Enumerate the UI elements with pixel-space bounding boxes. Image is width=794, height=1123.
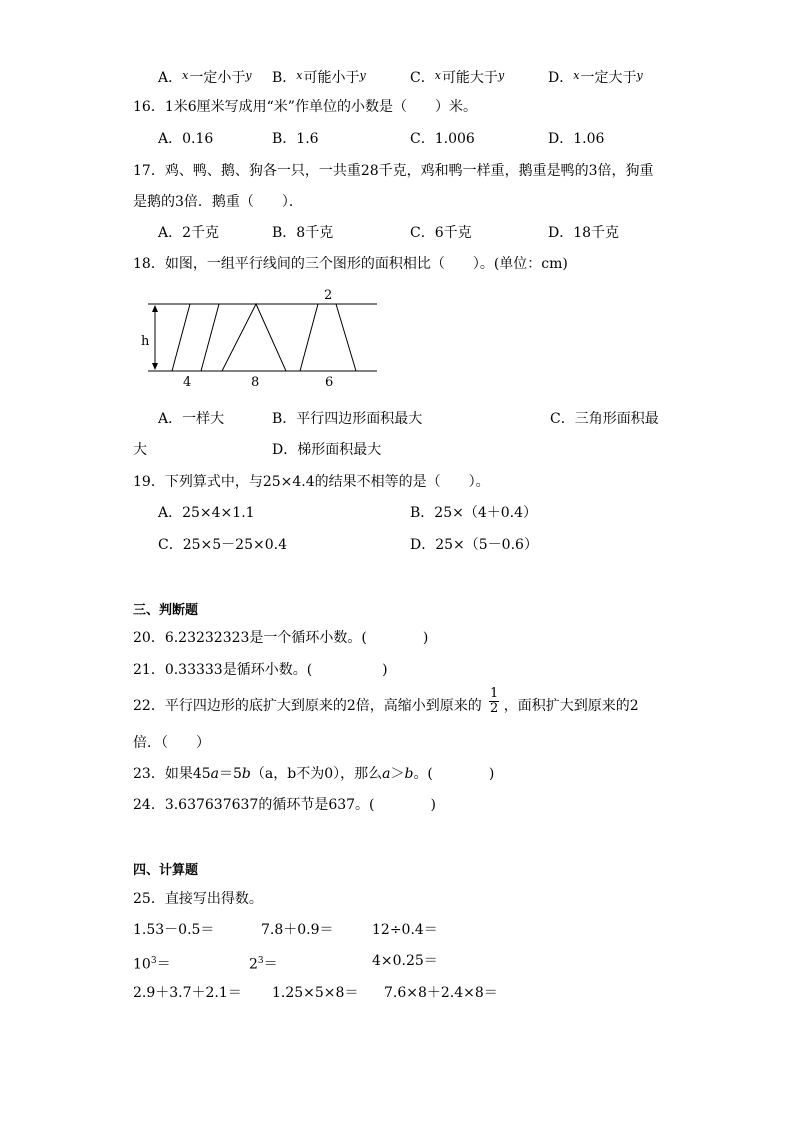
- q19-stem: 19．下列算式中，与25×4.4的结果不相等的是（ ）。: [133, 474, 490, 490]
- q16-option-c[interactable]: C．1.006: [410, 131, 475, 147]
- variable-y: y: [245, 69, 252, 82]
- section-3-title: 三、判断题: [133, 603, 199, 618]
- triangle-base-label: 8: [251, 375, 260, 390]
- trapezoid-top-label: 2: [324, 288, 333, 303]
- calc-1-1: 1.53－0.5＝: [133, 922, 215, 938]
- option-text: 可能大于: [441, 70, 498, 86]
- section-4-title: 四、计算题: [133, 863, 199, 878]
- q23-end: 。( ): [413, 766, 495, 782]
- q17-stem-line1: 17．鸡、鸭、鹅、狗各一只，一共重28千克，鸡和鸭一样重，鹅重是鸭的3倍，狗重: [133, 163, 654, 179]
- variable-x: x: [182, 69, 189, 82]
- option-label: A．: [158, 70, 183, 86]
- variable-y: y: [636, 69, 643, 82]
- equals: ＝: [263, 956, 278, 973]
- calc-1-3: 12÷0.4＝: [372, 922, 438, 938]
- base: 2: [249, 956, 258, 973]
- q15-option-b[interactable]: [272, 67, 367, 87]
- q17-option-a[interactable]: A．2千克: [158, 225, 220, 241]
- q16-option-d[interactable]: D．1.06: [548, 131, 605, 147]
- q18-stem: 18．如图，一组平行线间的三个图形的面积相比（ ）。(单位：cm): [133, 256, 568, 272]
- height-arrow-up: [152, 305, 158, 312]
- q24: 24．3.637637637的循环节是637。( ): [133, 797, 436, 813]
- option-text: 一定大于: [580, 70, 637, 86]
- q22-fraction: [489, 687, 499, 716]
- q22-part1: 22．平行四边形的底扩大到原来的2倍，高缩小到原来的: [133, 698, 482, 714]
- option-label: D．: [548, 70, 574, 86]
- q22-line1: [133, 697, 639, 715]
- q19-option-c[interactable]: C．25×5－25×0.4: [158, 537, 287, 553]
- q17-stem-line2: 是鹅的3倍．鹅重（ ）．: [133, 194, 303, 210]
- q16-stem: 16．1米6厘米写成用“米”作单位的小数是（ ）米。: [133, 99, 477, 115]
- var-b: b: [404, 766, 414, 782]
- trapezoid-base-label: 6: [325, 375, 334, 390]
- q19-option-d[interactable]: D．25×（5－0.6）: [410, 537, 538, 553]
- calc-3-2: 1.25×5×8＝: [272, 985, 359, 1001]
- q17-option-b[interactable]: B．8千克: [272, 225, 334, 241]
- q15-option-d[interactable]: [548, 67, 644, 87]
- q23: [133, 765, 494, 783]
- q23-mid: ＝5: [219, 766, 242, 782]
- base: 10: [133, 956, 151, 973]
- calc-2-2: [249, 952, 278, 974]
- calc-2-3: 4×0.25＝: [372, 953, 438, 969]
- height-label: h: [141, 334, 150, 349]
- parallelogram-base-label: 4: [183, 375, 192, 390]
- triangle-shape: [222, 304, 286, 371]
- q15-option-c[interactable]: [410, 67, 505, 87]
- q22-part2: ，面积扩大到原来的2: [503, 698, 639, 714]
- parallelogram-shape: [172, 304, 219, 371]
- q18-figure: [136, 285, 386, 390]
- exponent: 3: [150, 956, 157, 966]
- q16-option-b[interactable]: B．1.6: [272, 131, 319, 147]
- q18-option-c[interactable]: C．三角形面积最: [550, 411, 659, 427]
- calc-2-1: [133, 952, 171, 974]
- var-b: b: [241, 766, 251, 782]
- q18-option-d[interactable]: D．梯形面积最大: [272, 442, 382, 458]
- q17-option-c[interactable]: C．6千克: [410, 225, 472, 241]
- exponent: 3: [257, 956, 264, 966]
- variable-y: y: [497, 69, 505, 82]
- q16-option-a[interactable]: A．0.16: [158, 131, 214, 147]
- q18-option-a[interactable]: A．一样大: [158, 411, 225, 427]
- q25: 25．直接写出得数。: [133, 891, 263, 907]
- q15-option-a[interactable]: [158, 67, 253, 87]
- fraction-denominator: 2: [490, 701, 499, 716]
- calc-1-2: 7.8＋0.9＝: [261, 922, 334, 938]
- equals: ＝: [156, 956, 171, 973]
- calc-3-3: 7.6×8＋2.4×8＝: [384, 985, 498, 1001]
- variable-y: y: [359, 69, 366, 82]
- option-label: B．: [272, 70, 297, 86]
- q21: 21．0.33333是循环小数。( ): [133, 662, 388, 678]
- q23-pre: 23．如果45: [133, 766, 211, 782]
- q19-option-a[interactable]: A．25×4×1.1: [158, 505, 255, 521]
- var-a: a: [382, 766, 391, 782]
- variable-x: x: [434, 69, 441, 82]
- option-text: 可能小于: [303, 70, 360, 86]
- q18-option-b[interactable]: B．平行四边形面积最大: [272, 411, 423, 427]
- q19-option-b[interactable]: B．25×（4＋0.4）: [410, 505, 538, 521]
- variable-x: x: [573, 69, 580, 82]
- q20: 20．6.23232323是一个循环小数。( ): [133, 630, 429, 646]
- height-arrow-down: [152, 363, 158, 370]
- q17-option-d[interactable]: D．18千克: [548, 225, 620, 241]
- option-label: C．: [410, 70, 435, 86]
- variable-x: x: [296, 69, 303, 82]
- var-a: a: [210, 766, 219, 782]
- q23-cond: （a，b不为0），那么: [250, 766, 383, 782]
- option-text: 一定小于: [189, 70, 246, 86]
- trapezoid-shape: [300, 304, 356, 371]
- calc-3-1: 2.9＋3.7＋2.1＝: [133, 985, 242, 1001]
- q22-line2: 倍．（ ）: [133, 735, 210, 751]
- fraction-numerator: 1: [490, 686, 499, 701]
- q23-gt: ＞: [390, 766, 405, 782]
- q18-option-c-wrap: 大: [133, 442, 147, 458]
